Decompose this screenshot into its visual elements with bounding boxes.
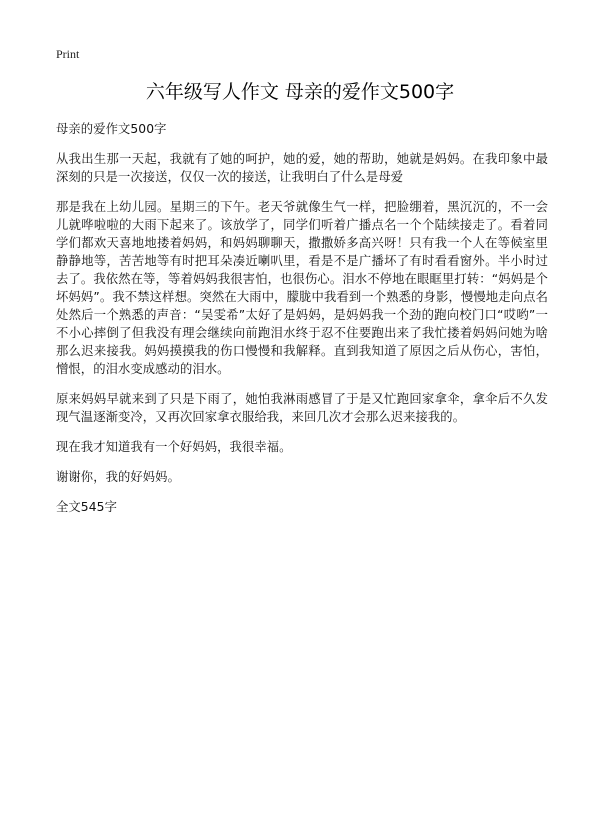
print-link[interactable]: Print [56,47,80,61]
paragraph-story: 那是我在上幼儿园。星期三的下午。老天爷就像生气一样，把脸绷着，黑沉沉的，不一会儿就哗啦啦的大雨下起来了。该放学了，同学们听着广播点名一个个陆续接走了。看着同学们都欢天喜地地搂着妈妈，和妈妈聊聊天，撒撒娇多高兴呀！只有我一个人在等候室里静静地等，苦苦地等有时把耳朵凑近喇叭里，看是不是广播坏了有时看看窗外。半小时过去了。我依然在等，等着妈妈我很害怕，也很伤心。泪水不停地在眼眶里打转：“妈妈是个坏妈妈”。我不禁这样想。突然在大雨中，朦胧中我看到一个熟悉的身影，慢慢地走向点名处然后一个熟悉的声音：“吴雯希”太好了是妈妈，是妈妈我一个劲的跑向校门口“哎哟”一不小心摔倒了但我没有理会继续向前跑泪水终于忍不住要跑出来了我忙搂着妈妈问她为啥那么迟来接我。妈妈摸摸我的伤口慢慢和我解释。直到我知道了原因之后从伤心，害怕，憎恨，的泪水变成感动的泪水。 [56,200,548,376]
page-title: 六年级写人作文 母亲的爱作文500字 [145,81,455,103]
paragraph-explanation: 原来妈妈早就来到了只是下雨了，她怕我淋雨感冒了于是又忙跑回家拿伞，拿伞后不久发现气温逐渐变冷，又再次回家拿衣服给我，来回几次才会那么迟来接我的。 [56,392,548,424]
word-count: 全文545字 [56,500,117,514]
paragraph-intro: 从我出生那一天起，我就有了她的呵护，她的爱，她的帮助，她就是妈妈。在我印象中最深刻的只是一次接送，仅仅一次的接送，让我明白了什么是母爱 [56,152,548,184]
paragraph-thanks: 谢谢你，我的好妈妈。 [56,470,180,484]
paragraph-realization: 现在我才知道我有一个好妈妈，我很幸福。 [56,440,292,454]
article-body [56,120,548,528]
article-subtitle: 母亲的爱作文500字 [56,122,167,136]
